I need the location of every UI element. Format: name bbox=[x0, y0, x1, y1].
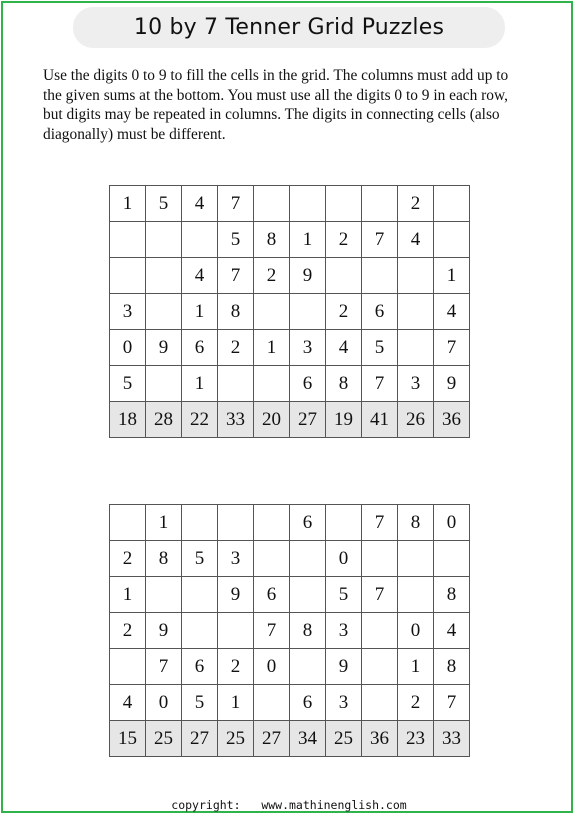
grid-cell[interactable]: 5 bbox=[218, 222, 254, 258]
grid-cell[interactable]: 1 bbox=[254, 330, 290, 366]
column-sum: 36 bbox=[362, 721, 398, 757]
grid-cell[interactable]: 0 bbox=[398, 613, 434, 649]
grid-cell[interactable]: 8 bbox=[254, 222, 290, 258]
grid-cell[interactable]: 8 bbox=[326, 366, 362, 402]
column-sum: 25 bbox=[218, 721, 254, 757]
grid-cell[interactable]: 8 bbox=[434, 649, 470, 685]
grid-cell[interactable] bbox=[398, 541, 434, 577]
grid-cell[interactable] bbox=[254, 294, 290, 330]
grid-cell[interactable] bbox=[326, 258, 362, 294]
grid-cell[interactable]: 9 bbox=[146, 330, 182, 366]
column-sum: 33 bbox=[218, 402, 254, 438]
grid-cell[interactable]: 1 bbox=[218, 685, 254, 721]
grid-cell[interactable]: 7 bbox=[362, 577, 398, 613]
grid-cell[interactable]: 0 bbox=[254, 649, 290, 685]
column-sum: 25 bbox=[326, 721, 362, 757]
grid-cell[interactable]: 1 bbox=[110, 186, 146, 222]
grid-cell[interactable] bbox=[146, 222, 182, 258]
grid-cell[interactable] bbox=[362, 613, 398, 649]
puzzle-grid-1 bbox=[109, 185, 470, 438]
grid-cell[interactable] bbox=[398, 258, 434, 294]
column-sums-row bbox=[110, 402, 470, 438]
instruction-line: diagonally) must be different. bbox=[43, 125, 226, 143]
column-sum: 41 bbox=[362, 402, 398, 438]
grid-cell[interactable]: 0 bbox=[434, 505, 470, 541]
grid-cell[interactable]: 1 bbox=[146, 505, 182, 541]
grid-row bbox=[110, 613, 470, 649]
grid-cell[interactable]: 7 bbox=[146, 649, 182, 685]
grid-cell[interactable]: 6 bbox=[182, 649, 218, 685]
grid-cell[interactable] bbox=[146, 294, 182, 330]
copyright-label: copyright: bbox=[171, 798, 241, 812]
grid-cell[interactable]: 4 bbox=[398, 222, 434, 258]
grid-cell[interactable] bbox=[398, 577, 434, 613]
grid-cell[interactable]: 5 bbox=[110, 366, 146, 402]
grid-cell[interactable] bbox=[254, 366, 290, 402]
grid-row bbox=[110, 541, 470, 577]
grid-cell[interactable]: 1 bbox=[110, 577, 146, 613]
grid-row bbox=[110, 505, 470, 541]
column-sum: 33 bbox=[434, 721, 470, 757]
grid-row bbox=[110, 685, 470, 721]
grid-cell[interactable]: 8 bbox=[146, 541, 182, 577]
column-sum: 28 bbox=[146, 402, 182, 438]
grid-cell[interactable]: 7 bbox=[218, 258, 254, 294]
grid-cell[interactable]: 3 bbox=[398, 366, 434, 402]
grid-cell[interactable]: 4 bbox=[326, 330, 362, 366]
grid-cell[interactable]: 3 bbox=[110, 294, 146, 330]
grid-cell[interactable]: 5 bbox=[326, 577, 362, 613]
grid-cell[interactable]: 4 bbox=[110, 685, 146, 721]
grid-cell[interactable] bbox=[398, 294, 434, 330]
column-sum: 23 bbox=[398, 721, 434, 757]
grid-cell[interactable] bbox=[110, 649, 146, 685]
grid-cell[interactable]: 7 bbox=[362, 222, 398, 258]
instruction-line: Use the digits 0 to 9 to fill the cells in the grid. The columns must add up to bbox=[43, 67, 509, 84]
grid-cell[interactable] bbox=[326, 505, 362, 541]
grid-cell[interactable]: 7 bbox=[362, 505, 398, 541]
grid-cell[interactable]: 6 bbox=[362, 294, 398, 330]
grid-cell[interactable]: 1 bbox=[398, 649, 434, 685]
grid-cell[interactable] bbox=[254, 685, 290, 721]
grid-cell[interactable]: 0 bbox=[146, 685, 182, 721]
grid-row bbox=[110, 258, 470, 294]
grid-cell[interactable]: 4 bbox=[182, 258, 218, 294]
grid-cell[interactable]: 5 bbox=[146, 186, 182, 222]
grid-cell[interactable] bbox=[290, 577, 326, 613]
grid-cell[interactable]: 2 bbox=[398, 186, 434, 222]
grid-cell[interactable]: 0 bbox=[110, 330, 146, 366]
grid-cell[interactable] bbox=[182, 505, 218, 541]
grid-cell[interactable]: 2 bbox=[110, 541, 146, 577]
column-sum: 25 bbox=[146, 721, 182, 757]
grid-cell[interactable]: 1 bbox=[434, 258, 470, 294]
grid-cell[interactable] bbox=[362, 258, 398, 294]
grid-cell[interactable] bbox=[290, 186, 326, 222]
grid-cell[interactable] bbox=[254, 186, 290, 222]
grid-cell[interactable]: 9 bbox=[434, 366, 470, 402]
grid-row bbox=[110, 222, 470, 258]
grid-row bbox=[110, 186, 470, 222]
grid-cell[interactable]: 2 bbox=[398, 685, 434, 721]
grid-cell[interactable]: 6 bbox=[290, 366, 326, 402]
grid-cell[interactable]: 1 bbox=[182, 366, 218, 402]
grid-cell[interactable]: 9 bbox=[326, 649, 362, 685]
grid-cell[interactable]: 3 bbox=[326, 613, 362, 649]
grid-cell[interactable] bbox=[434, 541, 470, 577]
grid-cell[interactable] bbox=[254, 541, 290, 577]
grid-cell[interactable] bbox=[218, 505, 254, 541]
footer bbox=[0, 798, 578, 812]
grid-cell[interactable]: 4 bbox=[182, 186, 218, 222]
grid-cell[interactable]: 2 bbox=[254, 258, 290, 294]
grid-cell[interactable] bbox=[362, 685, 398, 721]
instructions bbox=[43, 66, 543, 144]
column-sum: 34 bbox=[290, 721, 326, 757]
column-sum: 27 bbox=[290, 402, 326, 438]
grid-cell[interactable] bbox=[362, 649, 398, 685]
column-sums-row bbox=[110, 721, 470, 757]
grid-cell[interactable] bbox=[434, 222, 470, 258]
grid-cell[interactable]: 8 bbox=[434, 577, 470, 613]
grid-cell[interactable]: 4 bbox=[434, 294, 470, 330]
website-link[interactable]: www.mathinenglish.com bbox=[261, 798, 407, 812]
grid-cell[interactable]: 2 bbox=[218, 649, 254, 685]
column-sum: 26 bbox=[398, 402, 434, 438]
grid-cell[interactable]: 6 bbox=[254, 577, 290, 613]
grid-cell[interactable]: 8 bbox=[290, 613, 326, 649]
grid-cell[interactable]: 8 bbox=[398, 505, 434, 541]
grid-cell[interactable] bbox=[218, 613, 254, 649]
grid-cell[interactable]: 2 bbox=[326, 294, 362, 330]
grid-cell[interactable] bbox=[182, 577, 218, 613]
grid-cell[interactable]: 1 bbox=[290, 222, 326, 258]
grid-cell[interactable]: 3 bbox=[290, 330, 326, 366]
grid-cell[interactable] bbox=[110, 258, 146, 294]
column-sum: 20 bbox=[254, 402, 290, 438]
grid-cell[interactable]: 0 bbox=[326, 541, 362, 577]
grid-cell[interactable] bbox=[182, 613, 218, 649]
column-sum: 22 bbox=[182, 402, 218, 438]
grid-row bbox=[110, 294, 470, 330]
grid-cell[interactable]: 6 bbox=[290, 685, 326, 721]
grid-cell[interactable] bbox=[110, 505, 146, 541]
grid-cell[interactable] bbox=[110, 222, 146, 258]
grid-cell[interactable]: 9 bbox=[146, 613, 182, 649]
column-sum: 18 bbox=[110, 402, 146, 438]
column-sum: 27 bbox=[254, 721, 290, 757]
grid-cell[interactable]: 2 bbox=[218, 330, 254, 366]
grid-cell[interactable] bbox=[146, 366, 182, 402]
grid-cell[interactable] bbox=[218, 366, 254, 402]
grid-cell[interactable] bbox=[254, 505, 290, 541]
grid-cell[interactable]: 3 bbox=[218, 541, 254, 577]
grid-row bbox=[110, 366, 470, 402]
grid-cell[interactable]: 3 bbox=[326, 685, 362, 721]
grid-cell[interactable] bbox=[362, 186, 398, 222]
grid-row bbox=[110, 577, 470, 613]
grid-cell[interactable]: 7 bbox=[434, 330, 470, 366]
grid-cell[interactable]: 7 bbox=[254, 613, 290, 649]
grid-cell[interactable]: 7 bbox=[362, 366, 398, 402]
grid-cell[interactable]: 2 bbox=[110, 613, 146, 649]
grid-cell[interactable] bbox=[290, 294, 326, 330]
grid-cell[interactable] bbox=[434, 186, 470, 222]
instruction-line: the given sums at the bottom. You must use all the digits 0 to 9 in each row, bbox=[43, 86, 508, 104]
grid-cell[interactable]: 9 bbox=[218, 577, 254, 613]
grid-cell[interactable] bbox=[362, 541, 398, 577]
grid-cell[interactable]: 4 bbox=[434, 613, 470, 649]
grid-cell[interactable]: 7 bbox=[434, 685, 470, 721]
grid-cell[interactable]: 6 bbox=[290, 505, 326, 541]
grid-cell[interactable] bbox=[146, 577, 182, 613]
grid-cell[interactable]: 8 bbox=[218, 294, 254, 330]
page-title: 10 by 7 Tenner Grid Puzzles bbox=[133, 15, 445, 40]
grid-cell[interactable]: 9 bbox=[290, 258, 326, 294]
column-sum: 36 bbox=[434, 402, 470, 438]
grid-row bbox=[110, 649, 470, 685]
grid-cell[interactable]: 7 bbox=[218, 186, 254, 222]
grid-cell[interactable] bbox=[290, 649, 326, 685]
column-sum: 19 bbox=[326, 402, 362, 438]
grid-cell[interactable]: 5 bbox=[182, 541, 218, 577]
title-banner bbox=[73, 7, 505, 48]
grid-cell[interactable]: 6 bbox=[182, 330, 218, 366]
column-sum: 15 bbox=[110, 721, 146, 757]
grid-cell[interactable]: 5 bbox=[362, 330, 398, 366]
grid-cell[interactable] bbox=[182, 222, 218, 258]
grid-cell[interactable]: 1 bbox=[182, 294, 218, 330]
puzzle-grid-2 bbox=[109, 504, 470, 757]
grid-cell[interactable]: 2 bbox=[326, 222, 362, 258]
grid-cell[interactable] bbox=[326, 186, 362, 222]
grid-cell[interactable] bbox=[398, 330, 434, 366]
grid-cell[interactable] bbox=[146, 258, 182, 294]
column-sum: 27 bbox=[182, 721, 218, 757]
grid-cell[interactable]: 5 bbox=[182, 685, 218, 721]
grid-row bbox=[110, 330, 470, 366]
instruction-line: but digits may be repeated in columns. The digits in connecting cells (also bbox=[43, 106, 500, 123]
grid-cell[interactable] bbox=[290, 541, 326, 577]
